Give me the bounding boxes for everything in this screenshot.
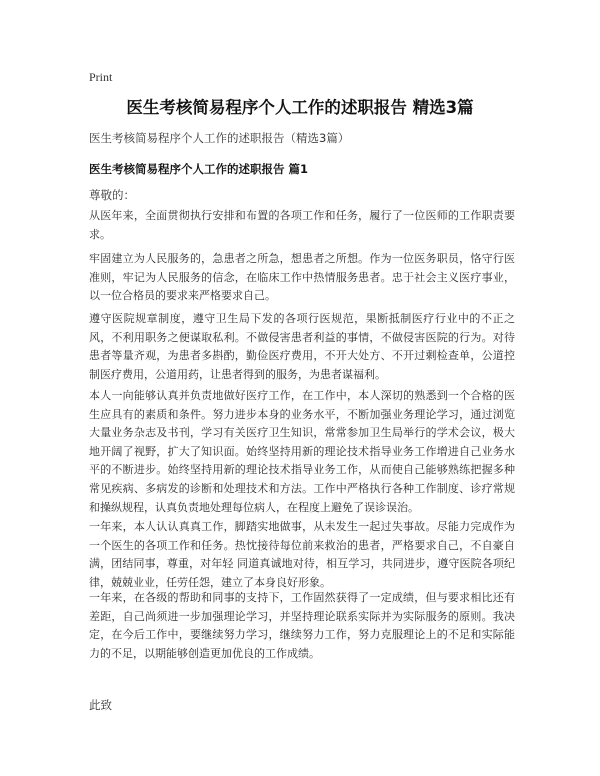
print-link[interactable]: Print [89,70,113,84]
closing-text: 此致 [89,698,112,712]
paragraph-4: 本人一向能够认真并负责地做好医疗工作，在工作中，本人深切的熟悉到一个合格的医生应具有的素质和条件。努力进步本身的业务水平，不断加强业务理论学习，通过浏览大量业务杂志及书刊，学习有关医疗卫生知识，常常参加卫生局举行的学术会议，极大地开阔了视野，扩大了知识面。始终坚持用新的理论技术指导业务工作增进自己业务水平的不断进步。始终坚持用新的理论技术指导业务工作，从而使自己能够熟练把握多种常见疾病、多病发的诊断和处理技术和方法。工作中严格执行各种工作制度、诊疗常规和操纵规程，认真负责地处理每位病人，在程度上避免了误诊误治。 [89,389,515,514]
section-heading: 医生考核简易程序个人工作的述职报告 篇1 [89,162,309,176]
paragraph-6: 一年来，在各级的帮助和同事的支持下，工作固然获得了一定成绩，但与要求相比还有差距，自己尚须进一步加强理论学习，并坚持理论联系实际并为实际服务的原则。我决定，在今后工作中，要继续努力学习，继续努力工作，努力克服理论上的不足和实际能力的不足，以期能够创造更加优良的工作成绩。 [89,591,515,660]
paragraph-1: 从医年来，全面贯彻执行安排和布置的各项工作和任务，履行了一位医师的工作职责要求。 [89,209,515,241]
page-title: 医生考核简易程序个人工作的述职报告 精选3篇 [126,98,474,117]
paragraph-3: 遵守医院规章制度，遵守卫生局下发的各项行医规范，果断抵制医疗行业中的不正之风，不利用职务之便谋取私利。不做侵害患者利益的事情，不做侵害医院的行为。对待患者等量齐观，为患者多斟酌，勤俭医疗费用，不开大处方、不开过剩检查单，公道控制医疗费用，公道用药，让患者得到的服务，为患者谋福利。 [89,312,515,381]
paragraph-2: 牢固建立为人民服务的，急患者之所急，想患者之所想。作为一位医务职员，恪守行医准则，牢记为人民服务的信念，在临床工作中热情服务患者。忠于社会主义医疗事业，以一位合格员的要求来严格要求自己。 [89,252,515,303]
document-subtitle: 医生考核简易程序个人工作的述职报告（精选3篇） [89,131,350,145]
paragraph-5: 一年来，本人认认真真工作，脚踏实地做事，从未发生一起过失事故。尽能力完成作为一个医生的各项工作和任务。热忱接待每位前来救治的患者，严格要求自己，不自豪自满，团结同事，尊重，对年轻 同道真诚地对待，相互学习，共同进步，遵守医院各项纪律，兢兢业业，任劳任怨，建立了本身良好形象。 [89,520,515,589]
salutation: 尊敬的： [89,188,135,202]
